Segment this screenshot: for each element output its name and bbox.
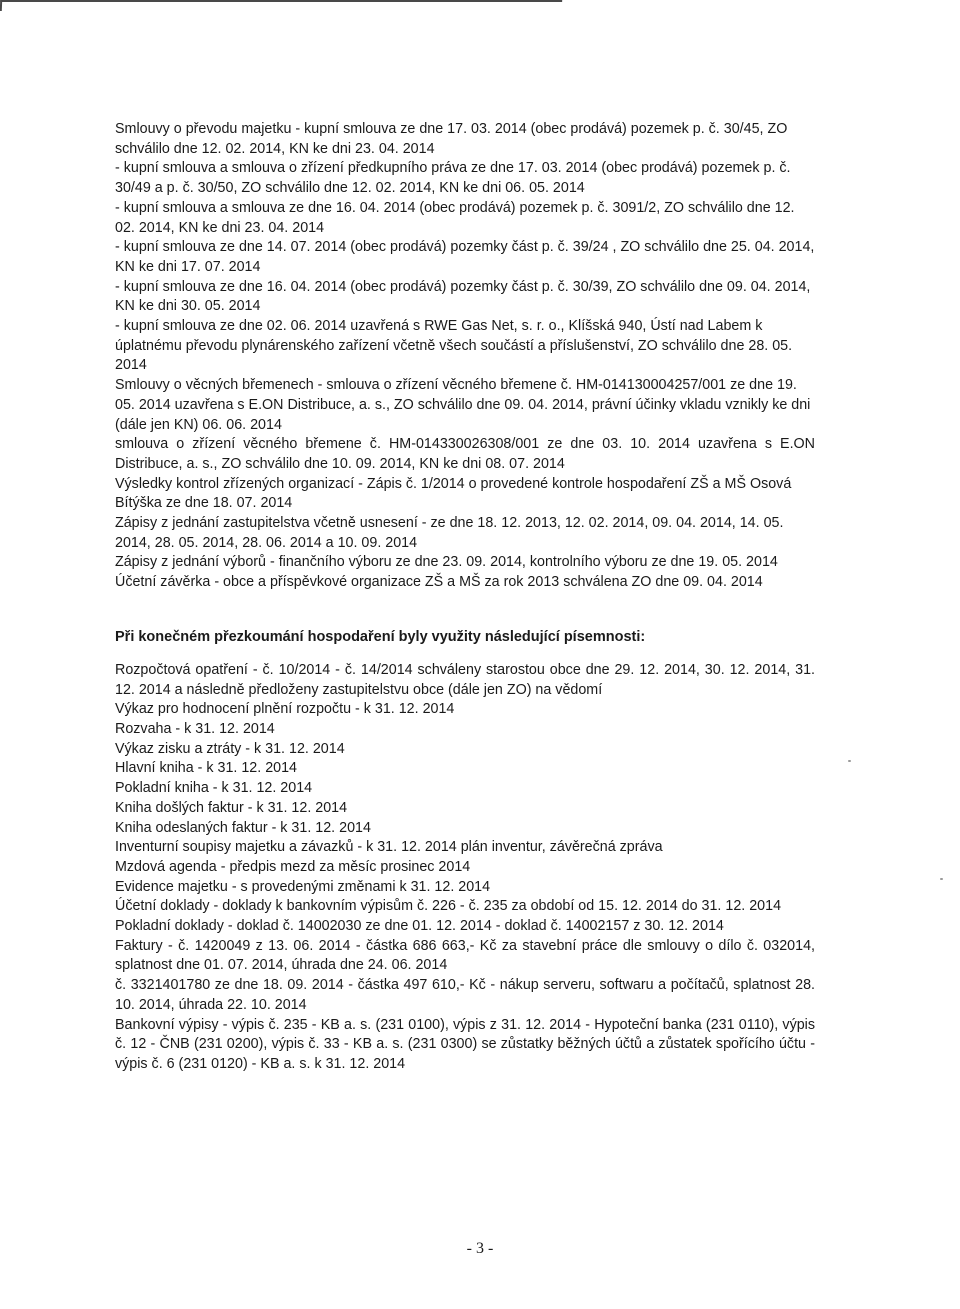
agreement-item: Účetní závěrka - obce a příspěvkové organizace ZŠ a MŠ za rok 2013 schválena ZO dne 09. 04. 2014 <box>115 574 763 591</box>
document-item: Kniha odeslaných faktur - k 31. 12. 2014 <box>115 819 371 836</box>
agreement-item: Smlouvy o věcných břemenech - smlouva o zřízení věcného břemene č. HM-014130004257/001 ze dne 19. 05. 2014 uzavřena s E.ON Distribuce, a. s., ZO schválilo dne 09. 04. 2014, právní účinky vkladu vznikly ke dni (dále jen KN) 06. 06. 2014 <box>115 377 811 433</box>
agreements-section <box>115 120 815 593</box>
document-item: Kniha došlých faktur - k 31. 12. 2014 <box>115 799 348 816</box>
document-item: Výkaz pro hodnocení plnění rozpočtu - k 31. 12. 2014 <box>115 701 455 718</box>
agreement-item: - kupní smlouva ze dne 16. 04. 2014 (obec prodává) pozemky část p. č. 30/39, ZO schválilo dne 09. 04. 2014, KN ke dni 30. 05. 2014 <box>115 278 811 315</box>
scan-speck <box>848 760 851 762</box>
document-item: Rozvaha - k 31. 12. 2014 <box>115 720 275 737</box>
document-item: Inventurní soupisy majetku a závazků - k 31. 12. 2014 plán inventur, závěrečná zpráva <box>115 839 663 856</box>
document-item: Rozpočtová opatření - č. 10/2014 - č. 14/2014 schváleny starostou obce dne 29. 12. 2014, 30. 12. 2014, 31. 12. 2014 a následně předloženy zastupitelstvu obce (dále jen ZO) na vědomí <box>115 661 815 698</box>
agreement-item: - kupní smlouva a smlouva ze dne 16. 04. 2014 (obec prodává) pozemek p. č. 3091/2, ZO schválilo dne 12. 02. 2014, KN ke dni 23. 04. 2014 <box>115 199 795 236</box>
document-item: Evidence majetku - s provedenými změnami k 31. 12. 2014 <box>115 878 491 895</box>
agreement-item: - kupní smlouva ze dne 14. 07. 2014 (obec prodává) pozemky část p. č. 39/24 , ZO schválilo dne 25. 04. 2014, KN ke dni 17. 07. 2014 <box>115 239 815 275</box>
agreement-item: - kupní smlouva a smlouva o zřízení předkupního práva ze dne 17. 03. 2014 (obec prodává) pozemek p. č. 30/49 a p. č. 30/50, ZO schválilo dne 12. 02. 2014, KN ke dni 06. 05. 2014 <box>115 160 791 197</box>
agreement-item: Zápisy z jednání výborů - finančního výboru ze dne 23. 09. 2014, kontrolního výboru ze dne 19. 05. 2014 <box>115 554 778 571</box>
document-item: č. 3321401780 ze dne 18. 09. 2014 - částka 497 610,- Kč - nákup serveru, softwaru a počítačů, splatnost 28. 10. 2014, úhrada 22. 10. 2014 <box>115 977 815 1013</box>
document-item: Faktury - č. 1420049 z 13. 06. 2014 - částka 686 663,- Kč za stavební práce dle smlouvy o dílo č. 032014, splatnost dne 01. 07. 2014, úhrada dne 24. 06. 2014 <box>115 937 815 974</box>
page-number: - 3 - <box>466 1240 494 1257</box>
section-heading: Při konečném přezkoumání hospodaření byly využity následující písemnosti: <box>115 628 646 645</box>
agreement-item: - kupní smlouva ze dne 02. 06. 2014 uzavřená s RWE Gas Net, s. r. o., Klíšská 940, Ústí nad Labem k úplatnému převodu plynárenského zařízení včetně všech součástí a příslušenství, ZO schválilo dne 28. 05. 2014 <box>115 318 793 374</box>
document-item: Účetní doklady - doklady k bankovním výpisům č. 226 - č. 235 za období od 15. 12. 2014 do 31. 12. 2014 <box>115 898 782 915</box>
agreement-item: Zápisy z jednání zastupitelstva včetně usnesení - ze dne 18. 12. 2013, 12. 02. 2014, 09. 04. 2014, 14. 05. 2014, 28. 05. 2014, 28. 06. 2014 a 10. 09. 2014 <box>115 515 784 551</box>
document-item: Hlavní kniha - k 31. 12. 2014 <box>115 760 297 777</box>
agreement-item: Smlouvy o převodu majetku - kupní smlouva ze dne 17. 03. 2014 (obec prodává) pozemek p. č. 30/45, ZO schválilo dne 12. 02. 2014, KN ke dni 23. 04. 2014 <box>115 121 788 157</box>
document-item: Pokladní doklady - doklad č. 14002030 ze dne 01. 12. 2014 - doklad č. 14002157 z 30. 12. 2014 <box>115 918 724 935</box>
scan-speck <box>940 878 943 880</box>
documents-section <box>115 661 815 1075</box>
agreement-item: smlouva o zřízení věcného břemene č. HM-014330026308/001 ze dne 03. 10. 2014 uzavřena s E.ON Distribuce, a. s., ZO schválilo dne 10. 09. 2014, KN ke dni 08. 07. 2014 <box>115 436 815 472</box>
document-item: Pokladní kniha - k 31. 12. 2014 <box>115 780 313 797</box>
document-item: Výkaz zisku a ztráty - k 31. 12. 2014 <box>115 740 345 757</box>
document-page <box>115 120 815 1075</box>
document-item: Mzdová agenda - předpis mezd za měsíc prosinec 2014 <box>115 858 471 875</box>
scan-edge <box>0 0 562 11</box>
agreement-item: Výsledky kontrol zřízených organizací - Zápis č. 1/2014 o provedené kontrole hospodaření ZŠ a MŠ Osová Bítýška ze dne 18. 07. 2014 <box>115 475 792 512</box>
document-item: Bankovní výpisy - výpis č. 235 - KB a. s. (231 0100), výpis z 31. 12. 2014 - Hypoteční banka (231 0110), výpis č. 12 - ČNB (231 0200), výpis č. 33 - KB a. s. (231 0300) se zůstatky běžných účtů a zůstatek spořícího účtu - výpis č. 6 (231 0120) - KB a. s. k 31. 12. 2014 <box>115 1016 815 1072</box>
